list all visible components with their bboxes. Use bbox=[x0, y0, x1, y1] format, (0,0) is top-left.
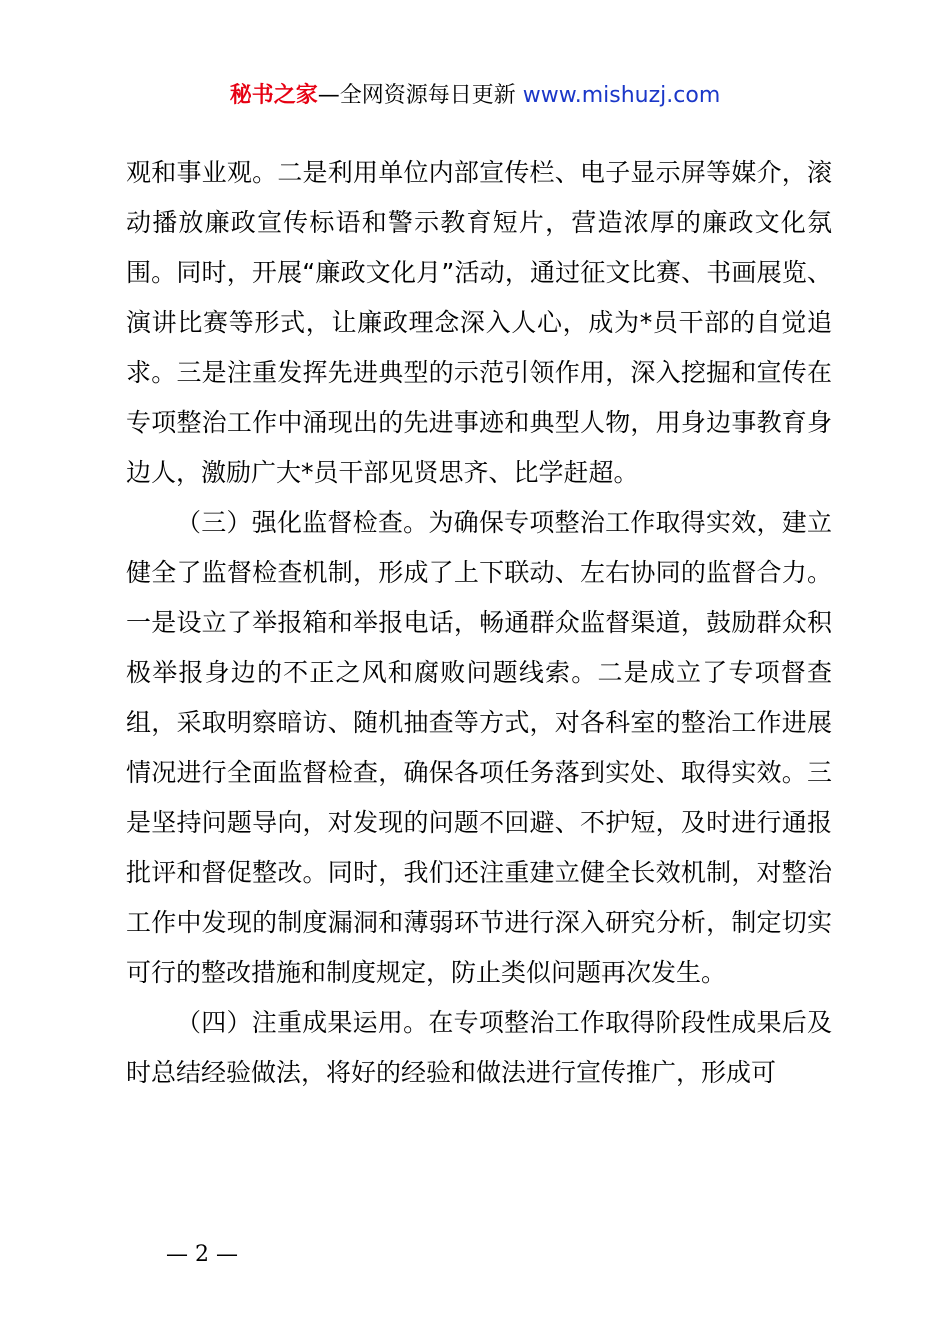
paragraph-supervision: （三）强化监督检查。为确保专项整治工作取得实效，建立健全了监督检查机制，形成了上下联动、左右协同的监督合力。一是设立了举报箱和举报电话，畅通群众监督渠道，鼓励群众积极举报身边的不正之风和腐败问题线索。二是成立了专项督查组，采取明察暗访、随机抽查等方式，对各科室的整治工作进展情况进行全面监督检查，确保各项任务落到实处、取得实效。三是坚持问题导向，对发现的问题不回避、不护短，及时进行通报批评和督促整改。同时，我们还注重建立健全长效机制，对整治工作中发现的制度漏洞和薄弱环节进行深入研究分析，制定切实可行的整改措施和制度规定，防止类似问题再次发生。 bbox=[126, 508, 832, 987]
paragraph-results: （四）注重成果运用。在专项整治工作取得阶段性成果后及时总结经验做法，将好的经验和做法进行宣传推广，形成可 bbox=[126, 1008, 832, 1087]
page-number: — 2 — bbox=[166, 1242, 238, 1267]
brand-name: 秘书之家 bbox=[229, 83, 318, 108]
page-header bbox=[0, 78, 950, 114]
header-slogan: —全网资源每日更新 bbox=[317, 83, 516, 108]
paragraph-continuation: 观和事业观。二是利用单位内部宣传栏、电子显示屏等媒介，滚动播放廉政宣传标语和警示教育短片，营造浓厚的廉政文化氛围。同时，开展“廉政文化月”活动，通过征文比赛、书画展览、演讲比赛等形式，让廉政理念深入人心，成为*员干部的自觉追求。三是注重发挥先进典型的示范引领作用，深入挖掘和宣传在专项整治工作中涌现出的先进事迹和典型人物，用身边事教育身边人，激励广大*员干部见贤思齐、比学赶超。 bbox=[126, 158, 832, 487]
document-body bbox=[126, 148, 832, 1098]
site-url-link[interactable]: www.mishuzj.com bbox=[522, 83, 721, 108]
